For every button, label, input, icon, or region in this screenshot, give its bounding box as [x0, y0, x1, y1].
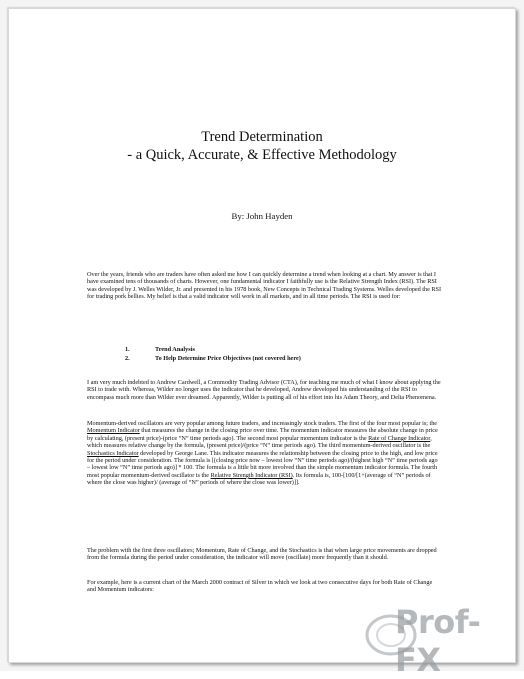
title-line-1: Trend Determination [201, 129, 323, 145]
paragraph-intro-text: Over the years, friends who are traders have often asked me how I can quickly determine a trend when looking at a chart. My answer is that I have examined tens of thousands of charts. However, one fundamental indicator I faithfully use is the Relative Strength Index (RSI). The RSI was developed by J. Welles Wilder, Jr. and presented in his 1978 book, New Concepts in Technical Trading Systems. Welles developed the RSI for trading pork bellies. My belief is that a valid indicator will work in all markets, and in all time periods. The RSI is used for: [87, 271, 441, 301]
paragraph-cardwell [87, 379, 442, 401]
rsi-term: Relative Strength Indicator (RSI) [210, 471, 293, 479]
paragraph-oscillators [87, 420, 442, 487]
list-item-text: Trend Analysis [155, 346, 195, 353]
paragraph-oscillators-text: Momentum-derived oscillators are very popular among future traders, and increasingly stock traders. The first of the four most popular is; the Momentum Indicator that measures the change in the closing price over time. The momentum indicator measures the absolute change in price by calculating, (present price)-(price “N” time periods ago). The second most popular momentum indicator is the Rate of Change Indicator, which measures relative change by the formula, (present price)/(price “N” time periods ago). The third momentum-derived oscillator is the Stochastics Indicator developed by George Lane. This indicator measures the relationship between the closing price to the high, and low price for the period under consideration. The formula is [(closing price now – lowest low “N” time periods ago)/(highest high “N” time periods ago – lowest low “N” time periods ago)] * 100. The formula is a little bit more involved than the simple momentum indicator formula. The fourth most popular momentum-derived oscillator is the Relative Strength Indicator (RSI). Its formula is, 100-[100/[1+(average of “N” periods of where the close was higher)/ (average of “N” periods of where the close was lower)]]. [87, 420, 438, 487]
list-item-text: To Help Determine Price Objectives (not covered here) [155, 355, 301, 363]
watermark [361, 599, 521, 679]
document-title [9, 128, 515, 164]
list-item-number: 1. [125, 346, 130, 353]
paragraph-example-text: For example, here is a current chart of the March 2000 contract of Silver in which we look at two consecutive days for both Rate of Change and Momentum indicators: [87, 579, 433, 594]
paragraph-example [87, 579, 442, 594]
paragraph-problem [87, 547, 442, 562]
paragraph-intro [87, 271, 442, 301]
stochastics-term: Stochastics Indicator [87, 449, 139, 457]
usage-list [125, 345, 301, 363]
list-item [125, 354, 301, 363]
list-item [125, 345, 301, 354]
watermark-text: Prof-FX [395, 603, 481, 679]
list-item-number: 2. [125, 355, 130, 363]
paragraph-cardwell-text: I am very much indebted to Andrew Cardwell, a Commodity Trading Advisor (CTA), for teaching me much of what I know about applying the RSI to trade with. Whereas, Wilder no longer uses the indicator that he developed, Andrew developed his understanding of the RSI to encompass much more than Wilder ever dreamed. Apparently, Wilder is putting all of his effort into his Adam Theory, and Delta Phenomena. [87, 379, 441, 401]
paragraph-problem-text: The problem with the first three oscillators; Momentum, Rate of Change, and the Stochastics is that when large price movements are dropped from the formula during the period under consideration, the indicator will move (oscillate) more frequently than it should. [87, 547, 437, 562]
momentum-indicator-term: Momentum Indicator [87, 427, 140, 435]
author-byline: By: John Hayden [231, 211, 293, 221]
rate-of-change-term: Rate of Change Indicator [368, 434, 431, 442]
title-line-2: - a Quick, Accurate, & Effective Methodology [127, 147, 397, 163]
document-page [8, 8, 516, 679]
